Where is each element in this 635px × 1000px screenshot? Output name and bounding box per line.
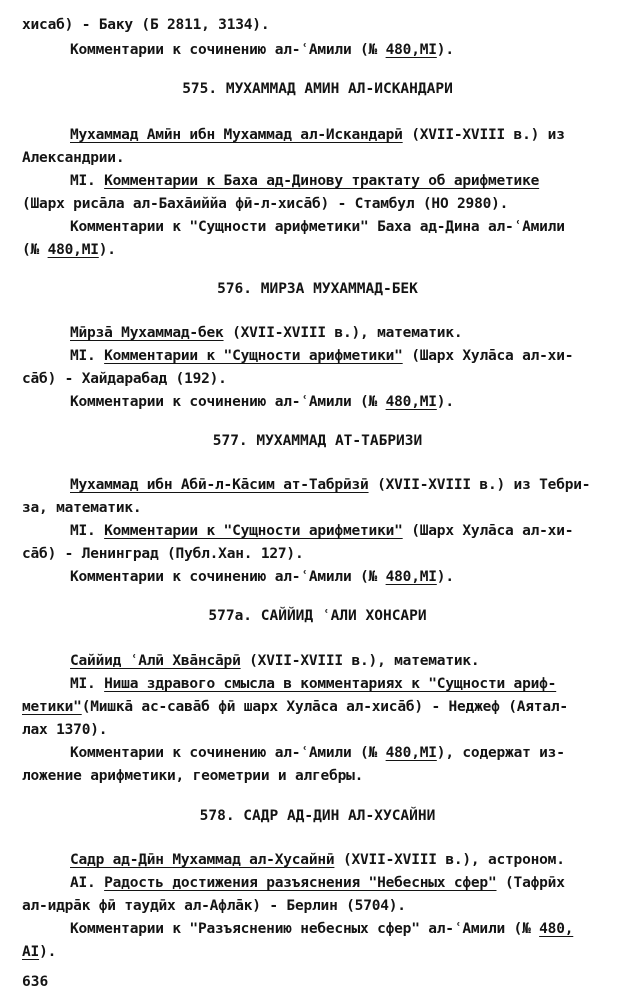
- work-title-continued: метики": [22, 699, 82, 715]
- text-line: Мухаммад ибн Абӣ-л-Кāсим ат-Табрӣзӣ (XVII-XVIII в.) из Тебри-: [70, 477, 591, 493]
- text-line: MI. Комментарии к "Сущности арифметики" (Шарх Хулāса ал-хи-: [70, 523, 574, 539]
- cross-reference: 480,MI: [47, 242, 99, 258]
- author-name: Мӣрзā Мухаммад-бек: [70, 325, 224, 341]
- author-name: Саййид ʿАлӣ Хвāнсāрӣ: [70, 653, 241, 669]
- text-line: ложение арифметики, геометрии и алгебры.: [22, 768, 364, 784]
- text-line: MI. Ниша здравого смысла в комментариях к "Сущности ариф-: [70, 676, 557, 692]
- text-line: AI. Радость достижения разъяснения "Небесных сфер" (Тафрӣх: [70, 875, 565, 891]
- text-line: (Шарх рисāла ал-Бахāиййа фӣ-л-хисāб) - Стамбул (НО 2980).: [22, 196, 509, 212]
- cross-reference: 480,MI: [385, 394, 437, 410]
- text-line: AI).: [22, 944, 57, 960]
- text-line: Комментарии к "Сущности арифметики" Баха ад-Дина ал-ʿАмили: [70, 219, 565, 235]
- text-line: Комментарии к сочинению ал-ʿАмили (№ 480,MI).: [70, 42, 454, 58]
- text-line: метики"(Мишкā ас-савāб фӣ шарх Хулāса ал-хисāб) - Неджеф (Аятал-: [22, 699, 568, 715]
- section-heading: 576. МИРЗА МУХАММАД-БЕК: [217, 281, 418, 297]
- text-line: Комментарии к сочинению ал-ʿАмили (№ 480,MI).: [70, 394, 454, 410]
- section-heading: 578. САДР АД-ДИН АЛ-ХУСАЙНИ: [199, 808, 436, 824]
- cross-reference: 480,: [539, 921, 574, 937]
- text-line: MI. Комментарии к Баха ад-Динову трактату об арифметике: [70, 173, 540, 189]
- work-title: Комментарии к "Сущности арифметики": [104, 523, 403, 539]
- text-line: за, математик.: [22, 500, 142, 516]
- text-line: (№ 480,MI).: [22, 242, 116, 258]
- section-heading: 577а. САЙЙИД ʿАЛИ ХОНСАРИ: [208, 608, 427, 624]
- text-line: Садр ад-Дӣн Мухаммад ал-Хусайнӣ (XVII-XVIII в.), астроном.: [70, 852, 565, 868]
- text-line: лах 1370).: [22, 722, 108, 738]
- work-title: Комментарии к "Сущности арифметики": [104, 348, 403, 364]
- text-line: Комментарии к сочинению ал-ʿАмили (№ 480,MI).: [70, 569, 454, 585]
- text-line: Мухаммад Амӣн ибн Мухаммад ал-Искандарӣ (XVII-XVIII в.) из: [70, 127, 565, 143]
- work-title: Ниша здравого смысла в комментариях к "Сущности ариф-: [104, 676, 557, 692]
- cross-reference: 480,MI: [385, 42, 437, 58]
- text-line: Мӣрзā Мухаммад-бек (XVII-XVIII в.), математик.: [70, 325, 463, 341]
- author-name: Садр ад-Дӣн Мухаммад ал-Хусайнӣ: [70, 852, 335, 868]
- author-name: Мухаммад Амӣн ибн Мухаммад ал-Искандарӣ: [70, 127, 403, 143]
- text-line: Комментарии к сочинению ал-ʿАмили (№ 480,MI), содержат из-: [70, 745, 565, 761]
- page-number: 636: [22, 974, 49, 990]
- cross-reference: 480,MI: [385, 745, 437, 761]
- text-line: ал-идрāк фӣ таудӣх ал-Афлāк) - Берлин (5704).: [22, 898, 406, 914]
- cross-reference: 480,MI: [385, 569, 437, 585]
- cross-reference: AI: [22, 944, 40, 960]
- text-line: Саййид ʿАлӣ Хвāнсāрӣ (XVII-XVIII в.), математик.: [70, 653, 480, 669]
- work-title: Комментарии к Баха ад-Динову трактату об арифметике: [104, 173, 540, 189]
- work-title: Радость достижения разъяснения "Небесных сфер": [104, 875, 497, 891]
- text-line: Александрии.: [22, 150, 125, 166]
- text-line: хисаб) - Баку (Б 2811, 3134).: [22, 17, 270, 33]
- section-heading: 575. МУХАММАД АМИН АЛ-ИСКАНДАРИ: [182, 81, 453, 97]
- section-heading: 577. МУХАММАД АТ-ТАБРИЗИ: [212, 433, 423, 449]
- author-name: Мухаммад ибн Абӣ-л-Кāсим ат-Табрӣзӣ: [70, 477, 369, 493]
- text-line: MI. Комментарии к "Сущности арифметики" (Шарх Хулāса ал-хи-: [70, 348, 574, 364]
- text-line: Комментарии к "Разъяснению небесных сфер" ал-ʿАмили (№ 480,: [70, 921, 574, 937]
- text-line: сāб) - Хайдарабад (192).: [22, 371, 227, 387]
- text-line: сāб) - Ленинград (Публ.Хан. 127).: [22, 546, 304, 562]
